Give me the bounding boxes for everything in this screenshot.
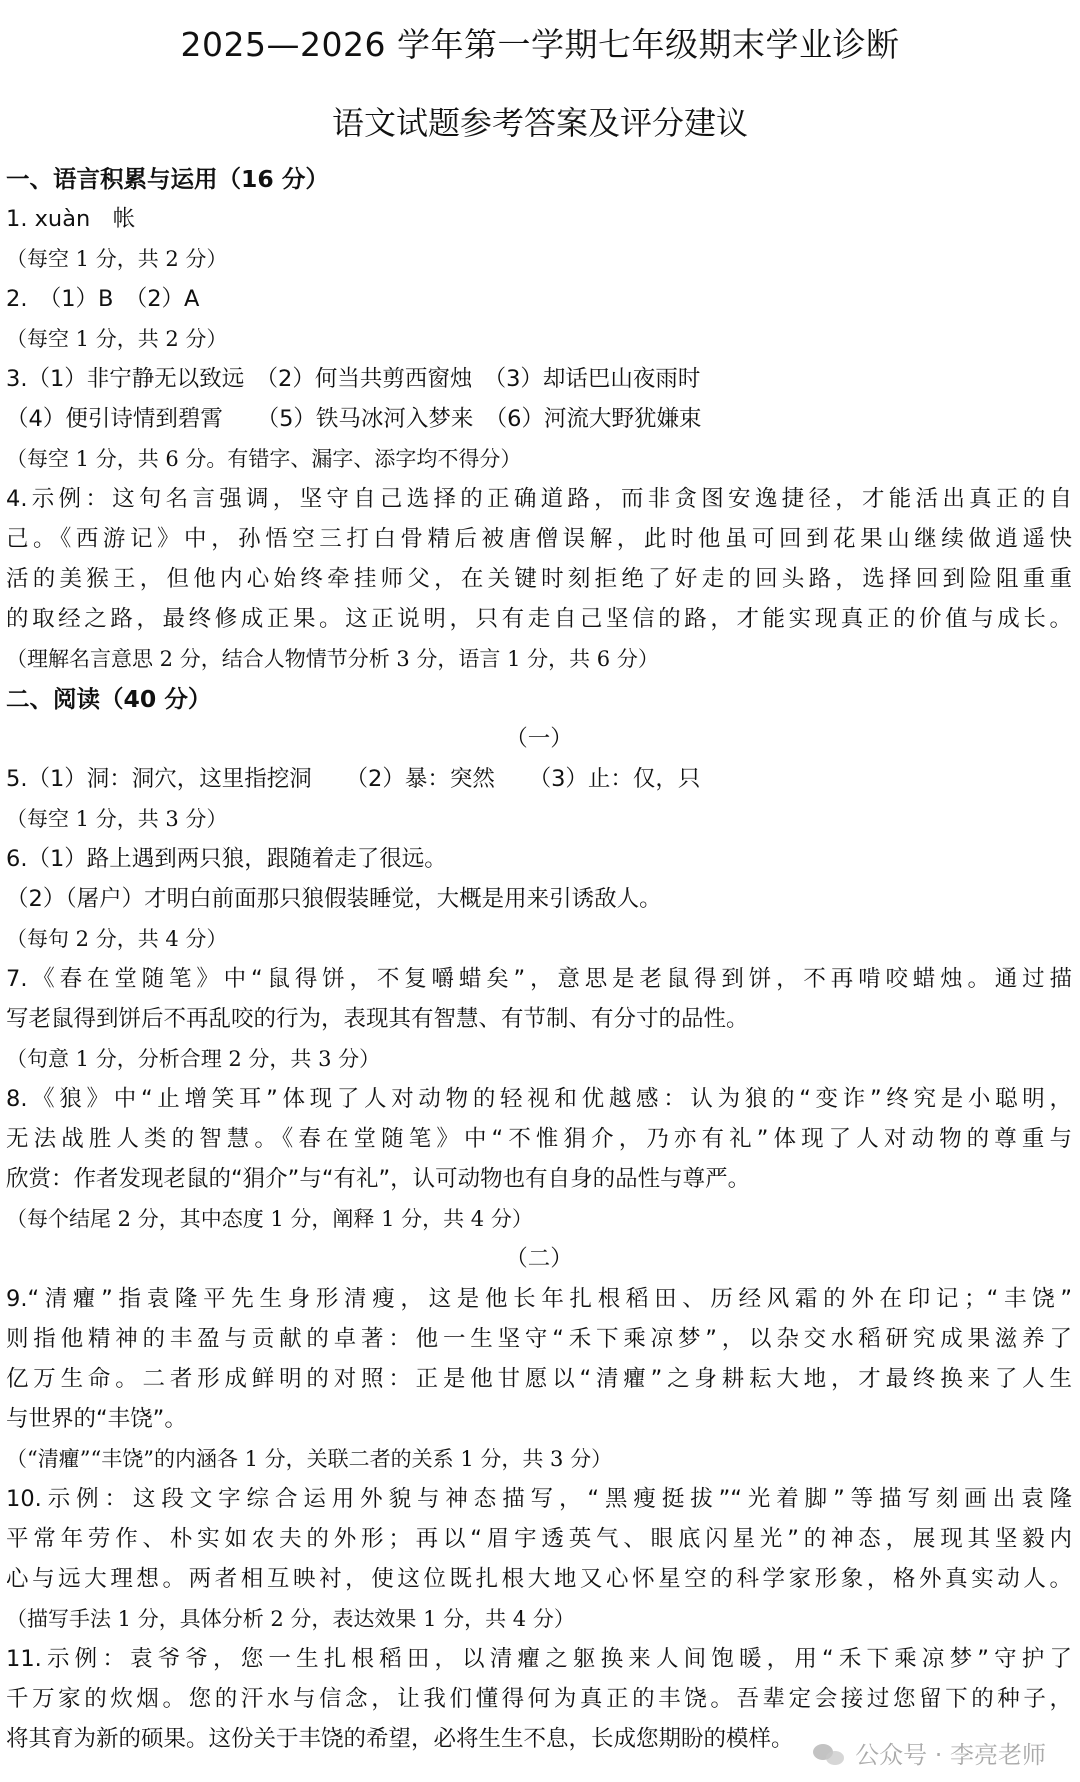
answer-line: 欣赏：作者发现老鼠的“狷介”与“有礼”，认可动物也有自身的品性与尊严。 [6,1166,751,1192]
scoring-note: （描写手法 1 分，具体分析 2 分，表达效果 1 分，共 4 分） [6,1607,575,1631]
section-heading: 二、阅读（40 分） [6,685,212,713]
scoring-note: （理解名言意思 2 分，结合人物情节分析 3 分，语言 1 分，共 6 分） [6,647,659,671]
answer-line: 活的美猴王，但他内心始终牵挂师父，在关键时刻拒绝了好走的回头路，选择回到险阻重重 [6,566,1072,592]
section-heading: 一、语言积累与运用（16 分） [6,165,329,193]
answer-line: 8.《狼》中“止增笑耳”体现了人对动物的轻视和优越感：认为狼的“变诈”终究是小聪明， [6,1086,1072,1112]
answer-line: 心与远大理想。两者相互映衬，使这位既扎根大地又心怀星空的科学家形象，格外真实动人。 [6,1566,1072,1592]
answer-line: 与世界的“丰饶”。 [6,1406,187,1432]
document-subtitle: 语文试题参考答案及评分建议 [331,104,748,142]
watermark [813,1740,1046,1770]
scoring-note: （“清癯”“丰饶”的内涵各 1 分，关联二者的关系 1 分，共 3 分） [6,1447,613,1471]
scoring-note: （每空 1 分，共 3 分） [6,807,228,831]
answer-line: 千万家的炊烟。您的汗水与信念，让我们懂得何为真正的丰饶。吾辈定会接过您留下的种子， [6,1686,1072,1712]
scoring-note: （每空 1 分，共 2 分） [6,327,228,351]
answer-line: 的取经之路，最终修成正果。这正说明，只有走自己坚信的路，才能实现真正的价值与成长。 [6,606,1072,632]
scoring-note: （每句 2 分，共 4 分） [6,927,228,951]
answer-line: 2. （1）B （2）A [6,286,200,312]
scoring-note: （每个结尾 2 分，其中态度 1 分，阐释 1 分，共 4 分） [6,1207,533,1231]
answer-line: （4）便引诗情到碧霄 （5）铁马冰河入梦来 （6）河流大野犹嫌束 [6,406,702,432]
subsection-marker: （一） [505,726,573,752]
answer-line: 4.示例：这句名言强调，坚守自己选择的正确道路，而非贪图安逸捷径，才能活出真正的自 [6,486,1072,512]
answer-line: （2）（屠户）才明白前面那只狼假装睡觉，大概是用来引诱敌人。 [6,886,662,912]
answer-line: 则指他精神的丰盈与贡献的卓著：他一生坚守“禾下乘凉梦”，以杂交水稻研究成果滋养了 [6,1326,1072,1352]
answer-line: 9.“清癯”指袁隆平先生身形清瘦，这是他长年扎根稻田、历经风霜的外在印记；“丰饶” [6,1286,1072,1312]
answer-line: 11.示例：袁爷爷，您一生扎根稻田，以清癯之躯换来人间饱暖，用“禾下乘凉梦”守护了 [6,1646,1072,1672]
scoring-note: （句意 1 分，分析合理 2 分，共 3 分） [6,1047,381,1071]
scoring-note: （每空 1 分，共 6 分。有错字、漏字、添字均不得分） [6,447,522,471]
watermark-text: 公众号 · 李亮老师 [855,1741,1046,1769]
answer-content [6,160,1072,1760]
answer-line: 写老鼠得到饼后不再乱咬的行为，表现其有智慧、有节制、有分寸的品性。 [6,1006,749,1032]
wechat-icon [813,1740,847,1770]
answer-line: 7.《春在堂随笔》中“鼠得饼，不复嚼蜡矣”，意思是老鼠得到饼，不再啃咬蜡烛。通过描 [6,966,1072,992]
answer-line: 亿万生命。二者形成鲜明的对照：正是他甘愿以“清癯”之身耕耘大地，才最终换来了人生 [6,1366,1072,1392]
answer-line: 平常年劳作、朴实如农夫的外形；再以“眉宇透英气、眼底闪星光”的神态，展现其坚毅内 [6,1526,1072,1552]
subsection-marker: （二） [505,1246,573,1272]
document-title: 2025—2026 学年第一学期七年级期末学业诊断 [180,25,900,64]
answer-line: 己。《西游记》中，孙悟空三打白骨精后被唐僧误解，此时他虽可回到花果山继续做逍遥快 [6,526,1072,552]
answer-line: 1. xuàn 帐 [6,206,136,232]
scoring-note: （每空 1 分，共 2 分） [6,247,228,271]
answer-line: 10.示例：这段文字综合运用外貌与神态描写，“黑瘦挺拔”“光着脚”等描写刻画出袁隆 [6,1486,1072,1512]
answer-line: 6.（1）路上遇到两只狼，跟随着走了很远。 [6,846,447,872]
answer-line: 将其育为新的硕果。这份关于丰饶的希望，必将生生不息，长成您期盼的模样。 [6,1726,794,1752]
answer-line: 3.（1）非宁静无以致远 （2）何当共剪西窗烛 （3）却话巴山夜雨时 [6,366,701,392]
answer-line: 5.（1）洞：洞穴，这里指挖洞 （2）暴：突然 （3）止：仅，只 [6,766,701,792]
answer-line: 无法战胜人类的智慧。《春在堂随笔》中“不惟狷介，乃亦有礼”体现了人对动物的尊重与 [6,1126,1072,1152]
